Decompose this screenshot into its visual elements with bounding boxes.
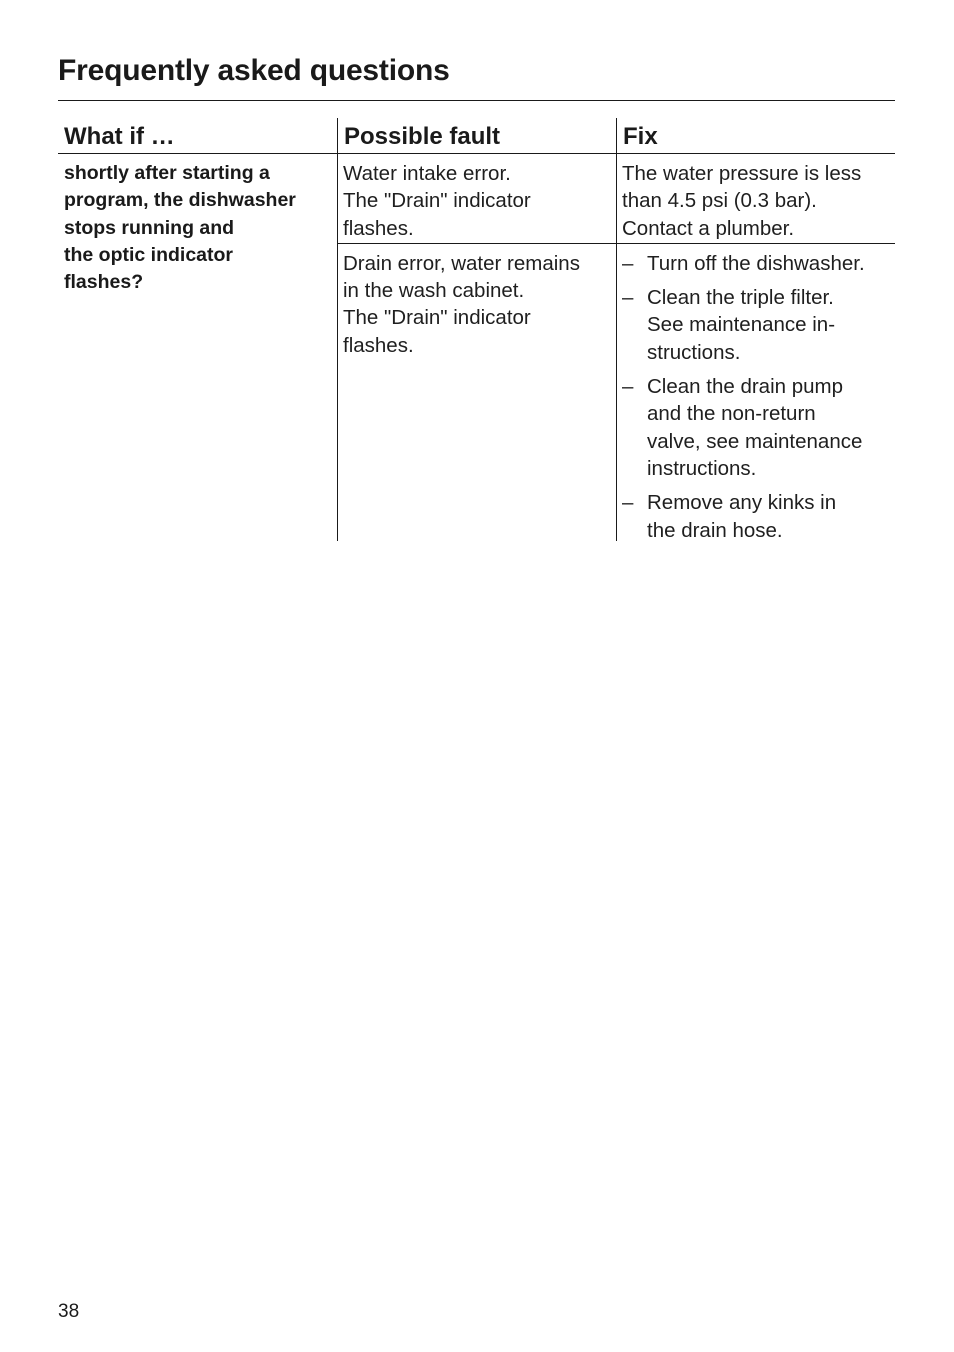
question-cell [58,154,337,541]
fix-line: structions. [647,340,741,364]
table-row [337,154,895,244]
question-line: shortly after starting a [64,162,270,184]
fix-line: Remove any kinks in [647,491,837,515]
fault-line: Water intake error. [343,162,511,185]
fix-line: Contact a plumber. [622,216,795,240]
header-fix: Fix [616,118,895,153]
fix-cell-drain-steps [616,244,895,541]
fault-fix-area [337,154,895,541]
page-title: Frequently asked questions [58,54,450,87]
faq-table [58,118,895,541]
title-divider [58,100,895,101]
fix-line: valve, see maintenance [647,429,863,453]
question-line: flashes? [64,271,144,294]
list-item [622,489,895,544]
fault-cell-drain-error [337,244,616,541]
fault-line: The "Drain" indicator [343,189,531,213]
fix-line: Clean the triple filter. [647,286,834,310]
page-number: 38 [58,1301,80,1322]
fix-line: instructions. [647,456,757,480]
question-line: program, the dishwasher [64,189,296,212]
dash-bullet: – [622,251,634,275]
fix-line: than 4.5 psi (0.3 bar). [622,189,817,213]
list-item [622,284,895,366]
fix-line: and the non-return [647,402,816,426]
fault-line: flashes. [343,333,414,357]
fix-steps-list [622,250,895,544]
question-line: stops running and [64,216,235,239]
dash-bullet: – [622,286,634,310]
fix-line: See maintenance in- [647,313,836,337]
fix-cell-water-pressure [616,154,895,243]
header-possible-fault: Possible fault [337,118,616,153]
list-item [622,373,895,482]
fix-line: The water pressure is less [622,162,862,185]
table-header-row [58,118,895,154]
question-line: the optic indicator [64,243,234,266]
header-what-if: What if … [64,123,175,150]
dash-bullet: – [622,491,634,515]
fault-cell-water-intake [337,154,616,243]
list-item [622,250,895,277]
fix-line: the drain hose. [647,518,783,542]
fault-line: Drain error, water remains [343,251,580,275]
fix-line: Turn off the dishwasher. [647,251,865,275]
fault-line: in the wash cabinet. [343,279,525,303]
fault-line: flashes. [343,216,414,240]
dash-bullet: – [622,375,634,399]
fault-line: The "Drain" indicator [343,306,531,330]
table-body-row [58,154,895,541]
fix-line: Clean the drain pump [647,375,844,399]
table-row [337,244,895,541]
